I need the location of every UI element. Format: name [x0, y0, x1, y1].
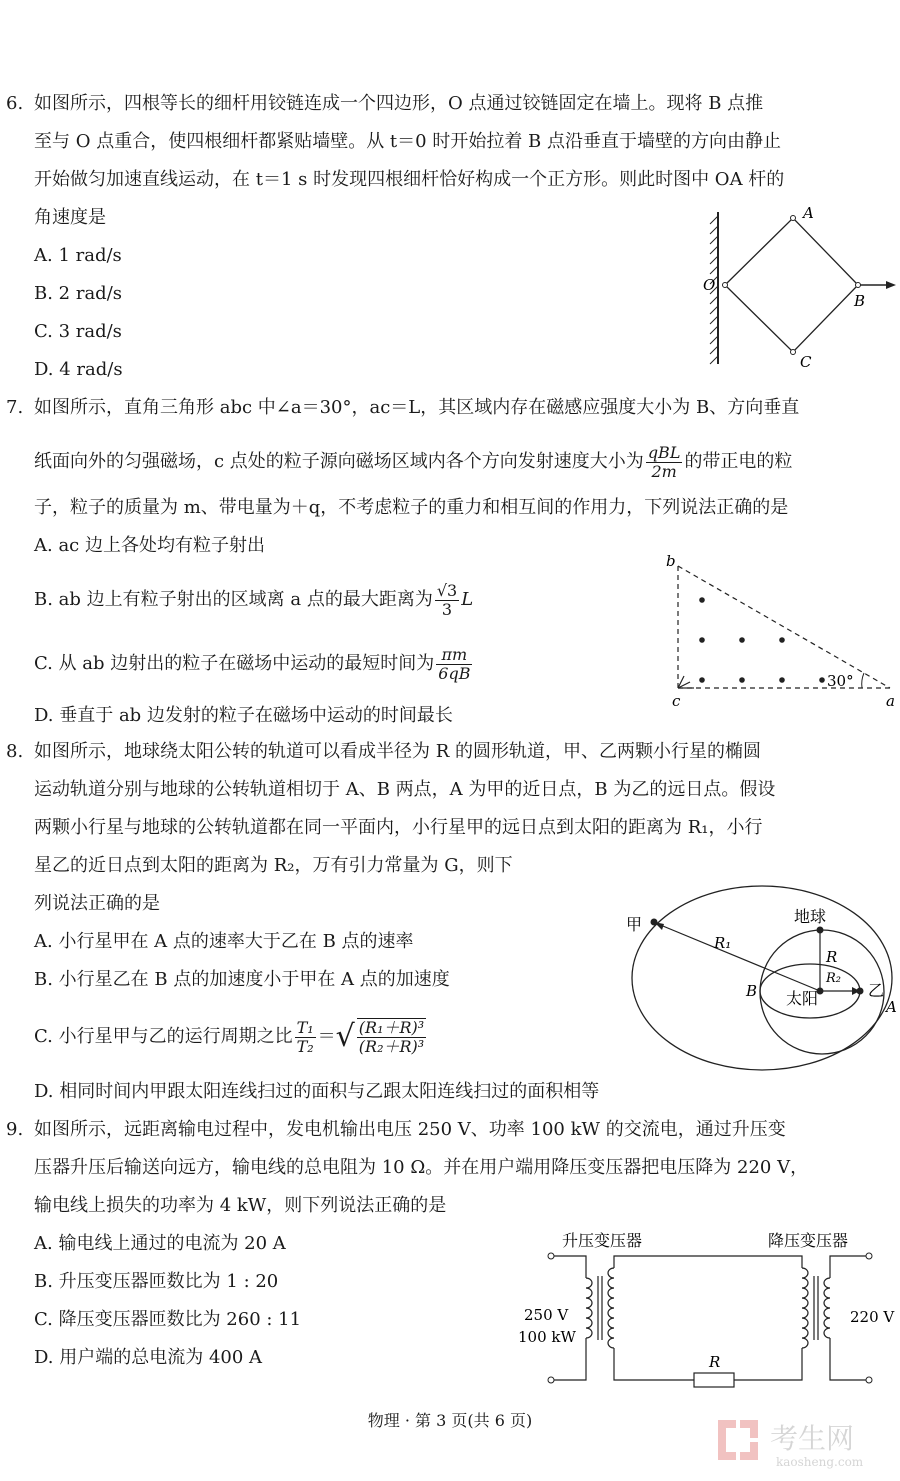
q8-figure-orbits: [622, 874, 900, 1086]
angle-label: 30°: [827, 672, 854, 690]
q8-number: 8.: [6, 741, 24, 762]
q8-option-c: [34, 1014, 428, 1060]
q6-figure-rhombus: [700, 204, 900, 372]
q7-number: 7.: [6, 397, 24, 418]
q7-stem-line-2-text: 纸面向外的匀强磁场，c 点处的粒子源向磁场区域内各个方向发射速度大小为: [34, 451, 644, 472]
q6-number: 6.: [6, 93, 24, 114]
q7-option-b: [34, 580, 473, 620]
transmission-line-bottom-right: [734, 1348, 802, 1380]
yi-dot: [857, 988, 864, 995]
angle-arc: [862, 673, 864, 688]
side-ab: [678, 566, 890, 688]
label-sun: 太阳: [786, 989, 819, 1008]
watermark-brand: 考生网: [770, 1422, 855, 1455]
hinge-a: [791, 216, 796, 221]
label-input-voltage: 250 V: [524, 1306, 569, 1324]
hinge-o: [723, 283, 728, 288]
step-down-secondary-coil: [824, 1278, 830, 1338]
label-r: R: [826, 948, 838, 966]
output-terminal-bottom: [866, 1377, 872, 1383]
label-step-up: 升压变压器: [562, 1231, 643, 1250]
q9-option-a: A. 输电线上通过的电流为 20 A: [34, 1233, 286, 1254]
q6-option-c: C. 3 rad/s: [34, 321, 122, 342]
label-b: B: [746, 982, 758, 1000]
q9-option-c: C. 降压变压器匝数比为 260 : 11: [34, 1309, 302, 1330]
q7-option-b-fraction: $\frac{√3}{3}$: [436, 580, 458, 619]
hinge-b: [856, 283, 861, 288]
label-a: A: [886, 998, 897, 1016]
label-a: a: [886, 692, 895, 710]
label-r: R: [709, 1353, 721, 1371]
transmission-line-top: [614, 1256, 802, 1268]
jia-dot: [651, 919, 658, 926]
pull-arrow-head: [886, 281, 896, 289]
sqrt-icon: √: [335, 1019, 355, 1054]
q6-option-a: A. 1 rad/s: [34, 245, 122, 266]
q8-stem-line-4: 星乙的近日点到太阳的距离为 R₂，万有引力常量为 G，则下: [34, 855, 513, 876]
watermark-logo: [714, 1412, 896, 1472]
q7-option-a: A. ac 边上各处均有粒子射出: [34, 535, 265, 556]
q8-stem-line-1: 如图所示，地球绕太阳公转的轨道可以看成半径为 R 的圆形轨道，甲、乙两颗小行星的椭圆: [34, 741, 761, 762]
label-output-voltage: 220 V: [850, 1308, 895, 1326]
q8-option-c-text: C. 小行星甲与乙的运行周期之比: [34, 1026, 293, 1047]
q9-stem-line-2: 压器升压后输送向远方，输电线的总电阻为 10 Ω。并在用户端用降压变压器把电压降为 220 V，: [34, 1157, 809, 1178]
q7-figure-triangle: [664, 552, 900, 710]
label-jia: 甲: [626, 915, 643, 934]
q7-speed-fraction: $\frac{\text{qBL}}{2m}$: [647, 442, 681, 481]
q6-option-b: B. 2 rad/s: [34, 283, 123, 304]
transmission-line-bottom-left: [614, 1348, 694, 1380]
label-c: C: [800, 353, 812, 371]
q8-radius-ratio: $\frac{\text{(R₁＋R)³}}{\text{(R₂＋R)³}}$: [358, 1018, 425, 1056]
q6-stem-line-3: 开始做匀加速直线运动，在 t＝1 s 时发现四根细杆恰好构成一个正方形。则此时图中 OA 杆的: [34, 169, 785, 190]
step-down-primary-coil: [802, 1268, 808, 1348]
q8-option-c-equals: ＝: [317, 1026, 336, 1047]
q6-option-d: D. 4 rad/s: [34, 359, 123, 380]
q6-stem-line-2: 至与 O 点重合，使四根细杆都紧贴墙壁。从 t＝0 时开始拉着 B 点沿垂直于墙壁的方向由静止: [34, 131, 781, 152]
label-b: b: [666, 552, 676, 570]
q8-option-b: B. 小行星乙在 B 点的加速度小于甲在 A 点的加速度: [34, 969, 450, 990]
label-r2: R₂: [826, 971, 841, 986]
page-footer: 物理 · 第 3 页(共 6 页): [367, 1411, 533, 1430]
q8-stem-line-2: 运动轨道分别与地球的公转轨道相切于 A、B 两点，A 为甲的近日点，B 为乙的远日点。假设: [34, 779, 776, 800]
q9-option-d: D. 用户端的总电流为 400 A: [34, 1347, 263, 1368]
q7-stem-line-2: [34, 442, 792, 482]
q9-stem-line-3: 输电线上损失的功率为 4 kW，则下列说法正确的是: [34, 1195, 447, 1216]
label-r1: R₁: [714, 934, 732, 952]
q8-stem-line-5: 列说法正确的是: [34, 893, 160, 914]
q7-option-c-fraction: $\frac{\pi m}{6qB}$: [438, 644, 471, 683]
q7-stem-line-3: 子，粒子的质量为 m、带电量为＋q，不考虑粒子的重力和相互间的作用力，下列说法正确的是: [34, 497, 789, 518]
label-yi: 乙: [868, 981, 885, 1000]
q8-option-d: D. 相同时间内甲跟太阳连线扫过的面积与乙跟太阳连线扫过的面积相等: [34, 1081, 600, 1102]
label-a: A: [803, 204, 814, 222]
q7-option-b-text: B. ab 边上有粒子射出的区域离 a 点的最大距离为: [34, 589, 433, 610]
label-c: c: [672, 692, 681, 710]
input-terminal-top: [548, 1253, 554, 1259]
q7-option-b-unit: L: [461, 589, 474, 610]
watermark-url: kaosheng.com: [776, 1455, 864, 1469]
q7-stem-line-2-tail: 的带正电的粒: [684, 451, 793, 472]
earth-dot: [817, 927, 824, 934]
label-b: B: [854, 292, 866, 310]
label-earth: 地球: [794, 907, 827, 926]
q9-stem-line-1: 如图所示，远距离输电过程中，发电机输出电压 250 V、功率 100 kW 的交流电，通过升压变: [34, 1119, 786, 1140]
kaosheng-icon: [718, 1420, 758, 1460]
q8-period-ratio: $\frac{\text{T₁}}{\text{T₂}}$: [296, 1017, 314, 1056]
q6-stem-line-4: 角速度是: [34, 207, 106, 228]
input-terminal-bottom: [548, 1377, 554, 1383]
source-arrows: [678, 676, 694, 688]
step-up-primary-coil: [586, 1278, 592, 1338]
label-input-power: 100 kW: [518, 1328, 576, 1346]
line-resistor: [694, 1373, 734, 1387]
hinge-c: [791, 350, 796, 355]
label-o: O: [703, 276, 716, 294]
four-rods: [725, 218, 858, 352]
q7-stem-line-1: 如图所示，直角三角形 abc 中∠a＝30°，ac＝L，其区域内存在磁感应强度大小为 B、方向垂直: [34, 397, 800, 418]
q9-option-b: B. 升压变压器匝数比为 1 : 20: [34, 1271, 279, 1292]
r1-line: [658, 924, 820, 991]
q8-option-a: A. 小行星甲在 A 点的速率大于乙在 B 点的速率: [34, 931, 414, 952]
q7-option-d: D. 垂直于 ab 边发射的粒子在磁场中运动的时间最长: [34, 705, 453, 726]
output-terminal-top: [866, 1253, 872, 1259]
q9-figure-circuit: [516, 1226, 900, 1390]
q7-option-c: [34, 644, 474, 684]
q6-stem-line-1: 如图所示，四根等长的细杆用铰链连成一个四边形，O 点通过铰链固定在墙上。现将 B 点推: [34, 93, 764, 114]
q7-option-c-text: C. 从 ab 边射出的粒子在磁场中运动的最短时间为: [34, 653, 435, 674]
label-step-down: 降压变压器: [768, 1231, 849, 1250]
q9-number: 9.: [6, 1119, 24, 1140]
q8-stem-line-3: 两颗小行星与地球的公转轨道都在同一平面内，小行星甲的远日点到太阳的距离为 R₁，小行: [34, 817, 763, 838]
step-up-secondary-coil: [608, 1268, 614, 1348]
